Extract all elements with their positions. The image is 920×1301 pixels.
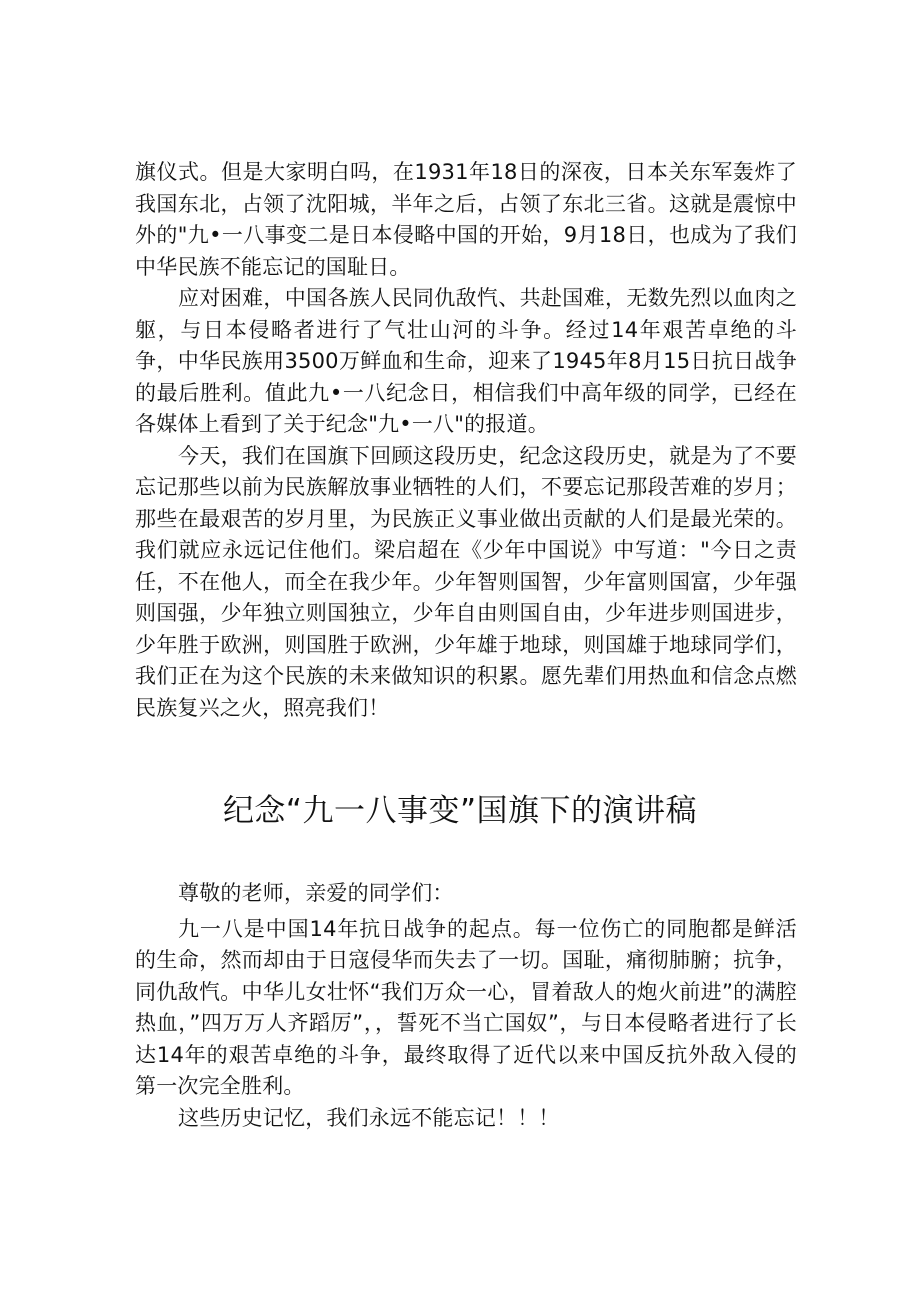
speech-body bbox=[135, 878, 797, 1134]
paragraph-origin: 九一八是中国14年抗日战争的起点。每一位伤亡的同胞都是鲜活的生命，然而却由于日寇侵华而失去了一切。国耻，痛彻肺腑；抗争，同仇敌忾。中华儿女壮怀“我们万众一心，冒着敌人的炮火前进”的满腔热血，”四万万人齐蹈厉”，，誓死不当亡国奴”，与日本侵略者进行了长达14年的艰苦卓绝的斗争，最终取得了近代以来中国反抗外敌入侵的第一次完全胜利。 bbox=[135, 916, 797, 1098]
paragraph-continued: 旗仪式。但是大家明白吗，在1931年18日的深夜，日本关东军轰炸了我国东北，占领了沈阳城，半年之后，占领了东北三省。这就是震惊中外的"九•一八事变二是日本侵略中国的开始，9月18日，也成为了我们中华民族不能忘记的国耻日。 bbox=[135, 160, 797, 279]
paragraph-closing: 这些历史记忆，我们永远不能忘记！！！ bbox=[178, 1105, 560, 1130]
paragraph-remembrance: 今天，我们在国旗下回顾这段历史，纪念这段历史，就是为了不要忘记那些以前为民族解放事业牺牲的人们，不要忘记那段苦难的岁月；那些在最艰苦的岁月里，为民族正义事业做出贡献的人们是最光荣的。我们就应永远记住他们。梁启超在《少年中国说》中写道："今日之责任，不在他人，而全在我少年。少年智则国智，少年富则国富，少年强则国强，少年独立则国独立，少年自由则国自由，少年进步则国进步，少年胜于欧洲，则国胜于欧洲，少年雄于地球，则国雄于地球同学们，我们正在为这个民族的未来做知识的积累。愿先辈们用热血和信念点燃民族复兴之火，照亮我们！ bbox=[135, 443, 797, 720]
paragraph-struggle: 应对困难，中国各族人民同仇敌忾、共赴国难，无数先烈以血肉之躯，与日本侵略者进行了气壮山河的斗争。经过14年艰苦卓绝的斗争，中华民族用3500万鲜血和生命，迎来了1945年8月15日抗日战争的最后胜利。值此九•一八纪念日，相信我们中高年级的同学，已经在各媒体上看到了关于纪念"九•一八"的报道。 bbox=[135, 286, 797, 436]
salutation: 尊敬的老师，亲爱的同学们： bbox=[178, 881, 454, 905]
speech-continuation bbox=[135, 157, 797, 724]
speech-title: 纪念“九一八事变”国旗下的演讲稿 bbox=[222, 793, 698, 829]
